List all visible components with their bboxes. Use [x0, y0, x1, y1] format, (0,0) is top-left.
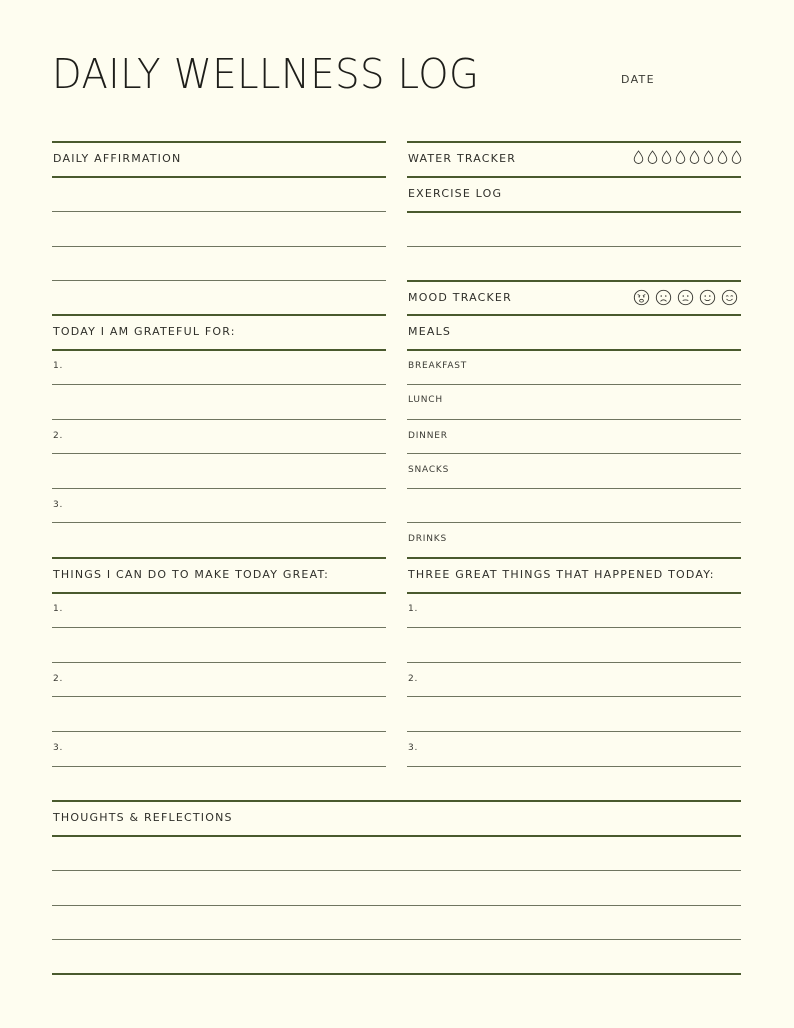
mood-bottom-rule — [407, 314, 741, 316]
happy-face-icon[interactable] — [721, 289, 738, 306]
things-label: THINGS I CAN DO TO MAKE TODAY GREAT: — [53, 568, 330, 581]
drop-icon[interactable] — [633, 150, 644, 164]
grateful-number: 2. — [53, 431, 64, 441]
affirmation-label: DAILY AFFIRMATION — [53, 152, 182, 165]
drop-icon[interactable] — [647, 150, 658, 164]
thoughts-bottom-rule — [52, 973, 741, 975]
affirmation-line[interactable] — [52, 211, 386, 212]
meal-line[interactable] — [407, 488, 741, 489]
thoughts-top-rule — [52, 800, 741, 802]
things-number: 2. — [53, 674, 64, 684]
meal-line[interactable] — [407, 522, 741, 523]
grateful-line[interactable] — [52, 419, 386, 420]
grateful-top-rule — [52, 314, 386, 316]
great-label: THREE GREAT THINGS THAT HAPPENED TODAY: — [408, 568, 715, 581]
drop-icon[interactable] — [731, 150, 742, 164]
meal-line[interactable] — [407, 419, 741, 420]
grateful-bottom-rule — [52, 349, 386, 351]
grateful-line[interactable] — [52, 522, 386, 523]
great-bottom-rule — [407, 592, 741, 594]
affirmation-top-rule — [52, 141, 386, 143]
meal-line[interactable] — [407, 453, 741, 454]
things-line[interactable] — [52, 662, 386, 663]
grateful-line[interactable] — [52, 453, 386, 454]
affirmation-bottom-rule — [52, 176, 386, 178]
great-number: 3. — [408, 743, 419, 753]
thoughts-line[interactable] — [52, 905, 741, 906]
breakfast-label: BREAKFAST — [408, 361, 468, 371]
great-top-rule — [407, 557, 741, 559]
mood-top-rule — [407, 280, 741, 282]
sad-face-icon[interactable] — [655, 289, 672, 306]
affirmation-line[interactable] — [52, 246, 386, 247]
meals-label: MEALS — [408, 325, 452, 338]
lunch-label: LUNCH — [408, 395, 443, 405]
page-title: DAILY WELLNESS LOG — [52, 50, 480, 98]
snacks-label: SNACKS — [408, 465, 450, 475]
things-number: 1. — [53, 604, 64, 614]
thoughts-line[interactable] — [52, 939, 741, 940]
exercise-bottom-rule — [407, 211, 741, 213]
water-drops — [633, 150, 743, 168]
water-top-rule — [407, 141, 741, 143]
great-number: 1. — [408, 604, 419, 614]
great-line[interactable] — [407, 696, 741, 697]
things-line[interactable] — [52, 731, 386, 732]
things-bottom-rule — [52, 592, 386, 594]
drop-icon[interactable] — [703, 150, 714, 164]
grateful-line[interactable] — [52, 384, 386, 385]
angry-face-icon[interactable] — [633, 289, 650, 306]
things-top-rule — [52, 557, 386, 559]
drinks-label: DRINKS — [408, 534, 447, 544]
water-label: WATER TRACKER — [408, 152, 517, 165]
smile-face-icon[interactable] — [699, 289, 716, 306]
meal-line[interactable] — [407, 384, 741, 385]
dinner-label: DINNER — [408, 431, 448, 441]
water-bottom-rule — [407, 176, 741, 178]
affirmation-line[interactable] — [52, 280, 386, 281]
things-number: 3. — [53, 743, 64, 753]
great-number: 2. — [408, 674, 419, 684]
drop-icon[interactable] — [661, 150, 672, 164]
things-line[interactable] — [52, 766, 386, 767]
exercise-line[interactable] — [407, 246, 741, 247]
great-line[interactable] — [407, 766, 741, 767]
grateful-line[interactable] — [52, 488, 386, 489]
thoughts-label: THOUGHTS & REFLECTIONS — [53, 811, 233, 824]
mood-label: MOOD TRACKER — [408, 291, 512, 304]
drop-icon[interactable] — [689, 150, 700, 164]
meals-bottom-rule — [407, 349, 741, 351]
great-line[interactable] — [407, 731, 741, 732]
date-label: DATE — [621, 73, 655, 86]
neutral-face-icon[interactable] — [677, 289, 694, 306]
exercise-label: EXERCISE LOG — [408, 187, 503, 200]
drop-icon[interactable] — [675, 150, 686, 164]
great-line[interactable] — [407, 627, 741, 628]
grateful-label: TODAY I AM GRATEFUL FOR: — [53, 325, 236, 338]
mood-faces — [633, 289, 738, 307]
things-line[interactable] — [52, 627, 386, 628]
thoughts-header-rule — [52, 835, 741, 837]
thoughts-line[interactable] — [52, 870, 741, 871]
grateful-number: 1. — [53, 361, 64, 371]
great-line[interactable] — [407, 662, 741, 663]
things-line[interactable] — [52, 696, 386, 697]
grateful-number: 3. — [53, 500, 64, 510]
drop-icon[interactable] — [717, 150, 728, 164]
